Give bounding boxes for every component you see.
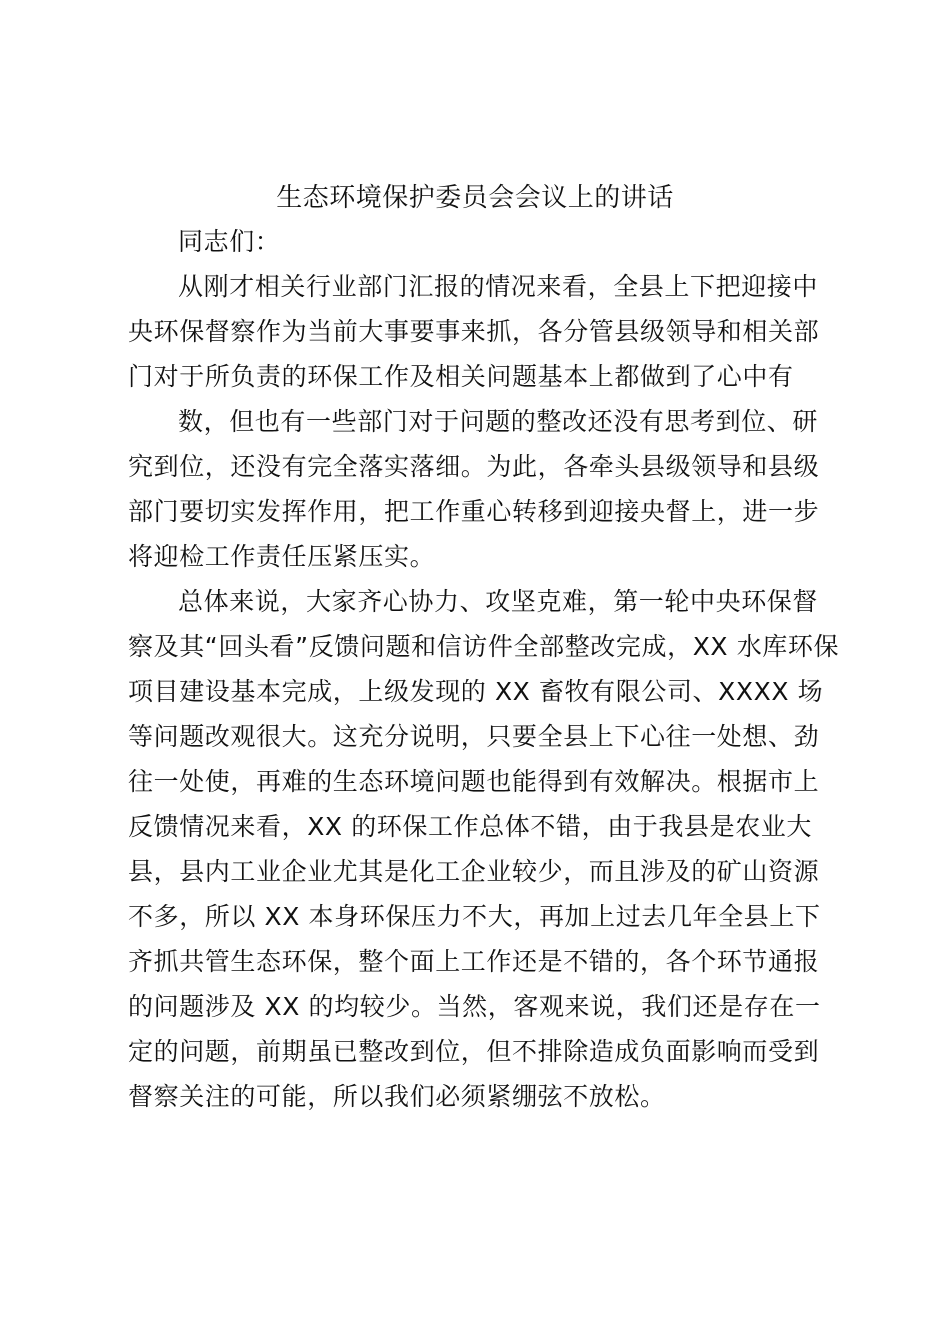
salutation: 同志们： [178,227,281,256]
body-line: 门对于所负责的环保工作及相关问题基本上都做到了心中有 [128,362,794,391]
body-line: 齐抓共管生态环保，整个面上工作还是不错的，各个环节通报 [128,947,820,976]
body-line: 部门要切实发挥作用，把工作重心转移到迎接央督上，进一步 [128,497,820,526]
body-line: 究到位，还没有完全落实落细。为此，各牵头县级领导和县级 [128,452,820,481]
body-line: 定的问题，前期虽已整改到位，但不排除造成负面影响而受到 [128,1037,820,1066]
body-line: 察及其“回头看”反馈问题和信访件全部整改完成，XX 水库环保 [128,632,840,661]
body-line: 央环保督察作为当前大事要事来抓，各分管县级领导和相关部 [128,317,820,346]
body-line: 往一处使，再难的生态环境问题也能得到有效解决。根据市上 [128,767,820,796]
body-line: 不多，所以 XX 本身环保压力不大，再加上过去几年全县上下 [128,902,821,931]
body-line: 的问题涉及 XX 的均较少。当然，客观来说，我们还是存在一 [128,992,821,1021]
body-line: 反馈情况来看，XX 的环保工作总体不错，由于我县是农业大 [128,812,813,841]
body-line: 总体来说，大家齐心协力、攻坚克难，第一轮中央环保督 [178,587,819,616]
body-line: 督察关注的可能，所以我们必须紧绷弦不放松。 [128,1082,666,1111]
body-line: 将迎检工作责任压紧压实。 [128,542,436,571]
body-line: 项目建设基本完成，上级发现的 XX 畜牧有限公司、XXXX 场 [128,677,824,706]
body-line: 从刚才相关行业部门汇报的情况来看，全县上下把迎接中 [178,272,819,301]
body-line: 等问题改观很大。这充分说明，只要全县上下心往一处想、劲 [128,722,820,751]
body-line: 县，县内工业企业尤其是化工企业较少，而且涉及的矿山资源 [128,857,820,886]
body-line: 数，但也有一些部门对于问题的整改还没有思考到位、研 [178,407,819,436]
document-title: 生态环境保护委员会会议上的讲话 [276,183,674,213]
